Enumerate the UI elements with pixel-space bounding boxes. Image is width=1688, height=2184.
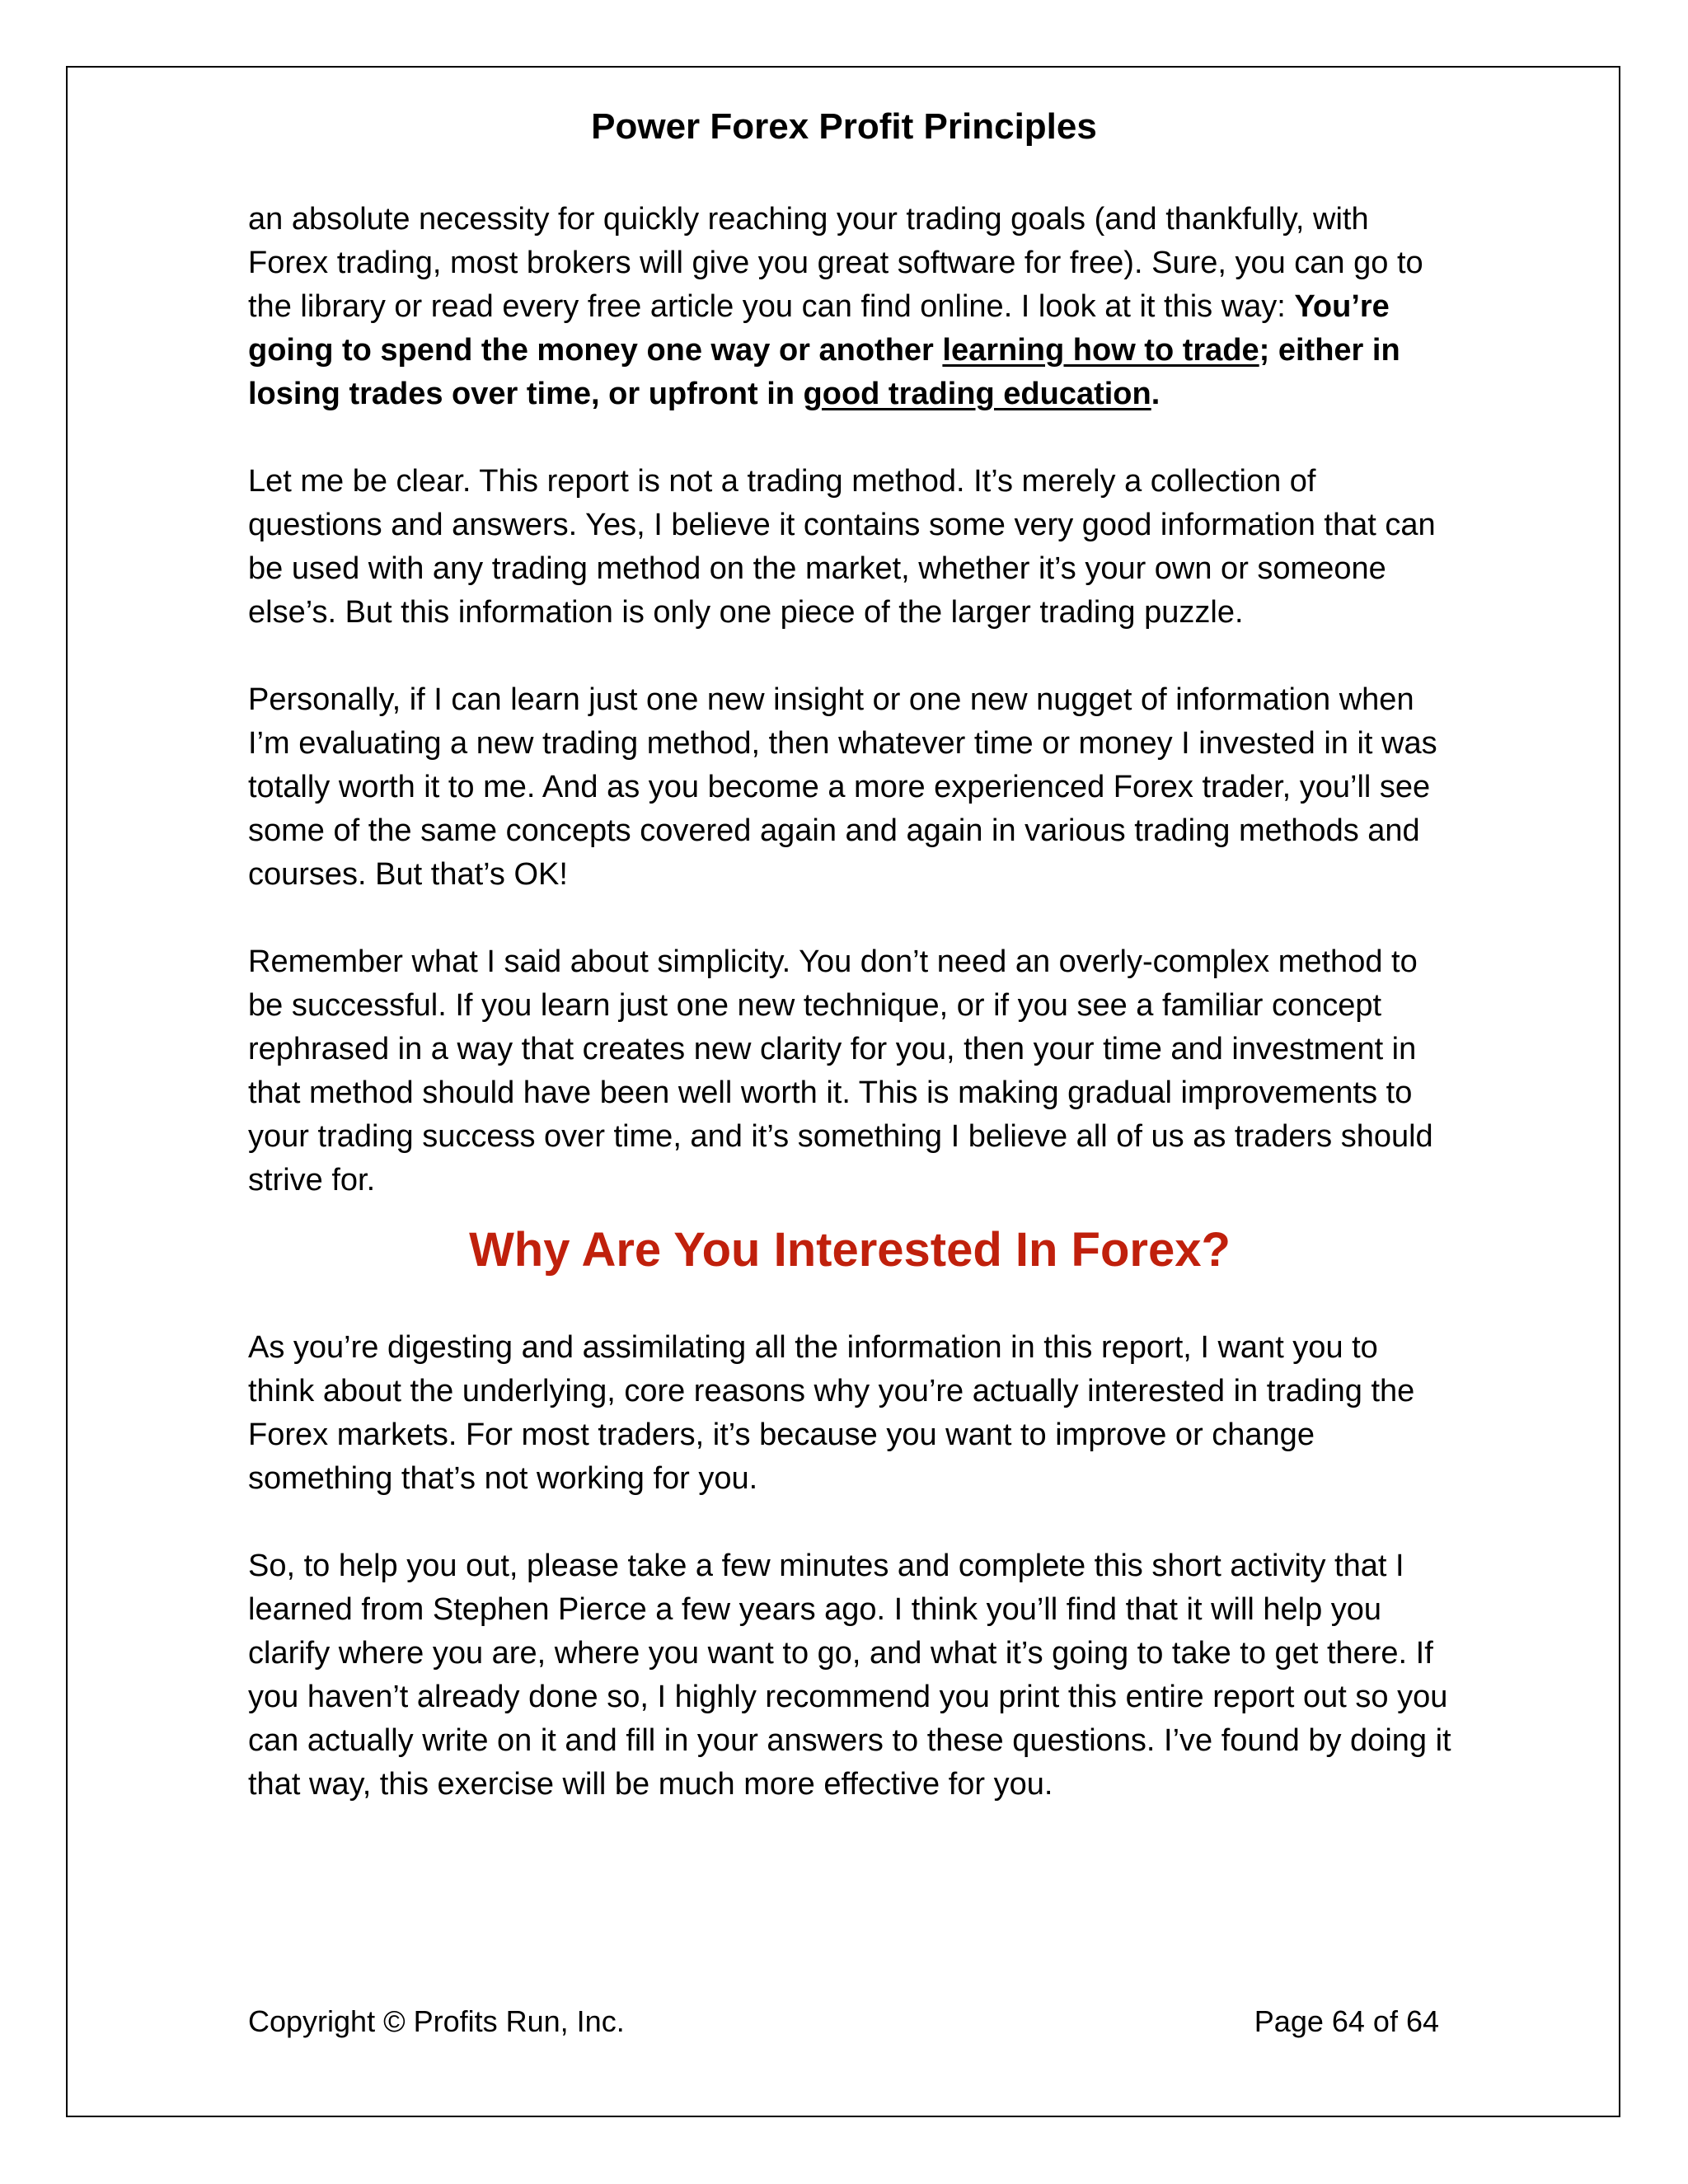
bold-text-a: You’re going to spend the money one way or another bbox=[248, 289, 1390, 368]
paragraph-5: As you’re digesting and assimilating all the information in this report, I want you to think about the underlying, core reasons why you’re actually interested in trading the Forex markets. For most traders, it’s because you want to improve or change something that’s not working for you. bbox=[248, 1330, 1415, 1496]
paragraph-1-lead: an absolute necessity for quickly reaching your trading goals (and thankfully, with Forex trading, most brokers will give you great software for free). Sure, you can go to the library or read every free article you can find online. I look at it this way: bbox=[248, 202, 1423, 324]
paragraph-6: So, to help you out, please take a few minutes and complete this short activity that I learned from Stephen Pierce a few years ago. I think you’ll find that it will help you clarify where you are, where you want to go, and what it’s going to take to get there. If you haven’t already done so, I highly recommend you print this entire report out so you can actually write on it and fill in your answers to these questions. I’ve found by doing it that way, this exercise will be much more effective for you. bbox=[248, 1549, 1451, 1802]
section-heading: Why Are You Interested In Forex? bbox=[469, 1223, 1231, 1277]
paragraph-3: Personally, if I can learn just one new insight or one new nugget of information when I’m evaluating a new trading method, then whatever time or money I invested in it was totally worth it to me. And as you become a more experienced Forex trader, you’ll see some of the same concepts covered again and again in various trading methods and courses. But that’s OK! bbox=[248, 682, 1437, 892]
document-title: Power Forex Profit Principles bbox=[591, 106, 1097, 147]
footer-copyright: Copyright © Profits Run, Inc. bbox=[248, 2004, 625, 2038]
bold-text-b: ; either in losing trades over time, or upfront in bbox=[248, 333, 1400, 411]
paragraph-1 bbox=[248, 198, 1451, 416]
learning-how-to-trade-link[interactable]: learning how to trade bbox=[942, 333, 1259, 368]
paragraph-2: Let me be clear. This report is not a trading method. It’s merely a collection of questions and answers. Yes, I believe it contains some very good information that can be used with any trading method on the market, whether it’s your own or someone else’s. But this information is only one piece of the larger trading puzzle. bbox=[248, 464, 1436, 630]
paragraph-4: Remember what I said about simplicity. You don’t need an overly-complex method to be successful. If you learn just one new technique, or if you see a familiar concept rephrased in a way that creates new clarity for you, then your time and investment in that method should have been well worth it. This is making gradual improvements to your trading success over time, and it’s something I believe all of us as traders should strive for. bbox=[248, 944, 1433, 1197]
footer-page-number: Page 64 of 64 bbox=[1254, 2004, 1439, 2038]
bold-text-c: . bbox=[1151, 377, 1160, 411]
good-trading-education-link[interactable]: good trading education bbox=[803, 377, 1151, 411]
page-content bbox=[248, 198, 1451, 1807]
